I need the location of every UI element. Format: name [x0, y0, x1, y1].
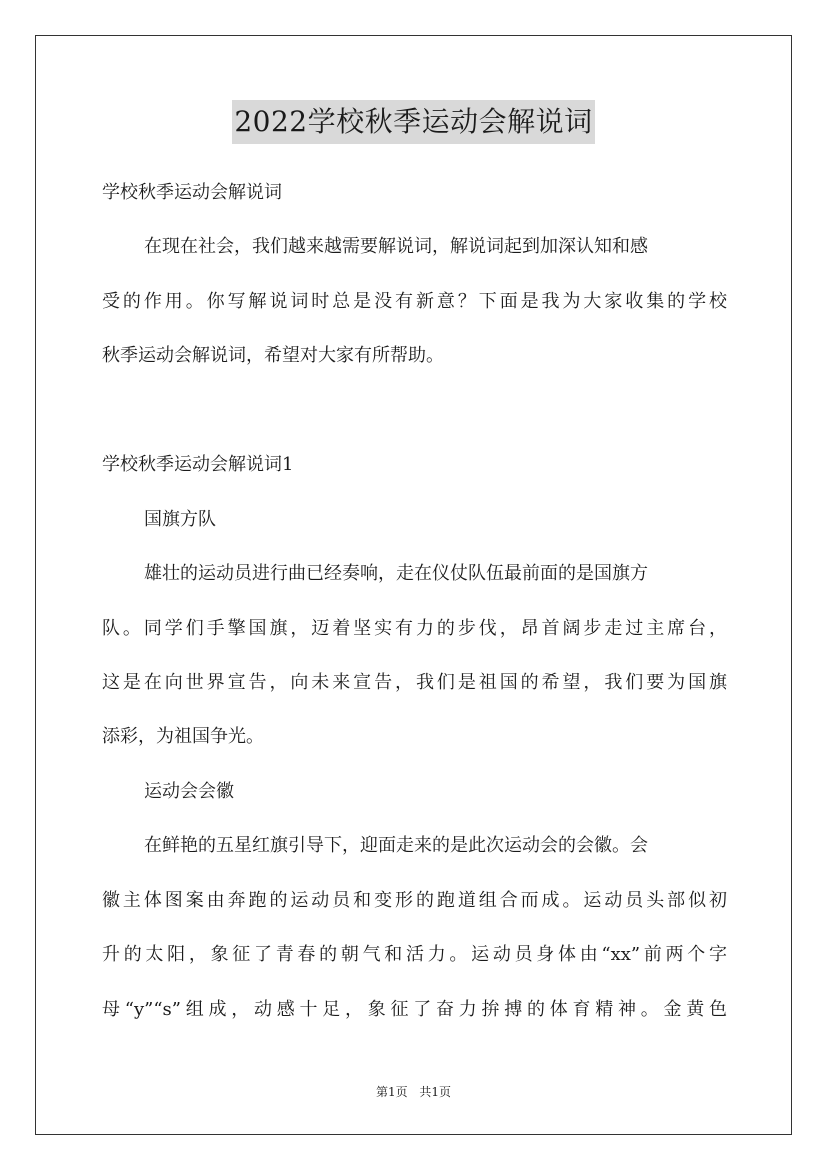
title-container [0, 100, 827, 144]
emblem-line-1: 在鲜艳的五星红旗引导下，迎面走来的是此次运动会的会徽。会 [144, 835, 648, 856]
intro-line-3: 秋季运动会解说词，希望对大家有所帮助。 [102, 345, 444, 366]
intro-line-2: 受的作用。你写解说词时总是没有新意？下面是我为大家收集的学校 [102, 291, 727, 312]
intro-line-1: 在现在社会，我们越来越需要解说词，解说词起到加深认知和感 [144, 236, 648, 257]
document-title: 2022学校秋季运动会解说词 [232, 100, 594, 144]
page-total: 共1页 [419, 1085, 452, 1099]
emblem-line-3: 升的太阳，象征了青春的朝气和活力。运动员身体由“xx”前两个字 [102, 944, 727, 965]
subtitle: 学校秋季运动会解说词 [102, 182, 282, 203]
page-footer [0, 1083, 827, 1101]
flag-line-3: 这是在向世界宣告，向未来宣告，我们是祖国的希望，我们要为国旗 [102, 672, 727, 693]
flag-line-2: 队。同学们手擎国旗，迈着坚实有力的步伐，昂首阔步走过主席台， [102, 618, 727, 639]
emblem-line-2: 徽主体图案由奔跑的运动员和变形的跑道组合而成。运动员头部似初 [102, 890, 727, 911]
emblem-line-4: 母“y”“s”组成，动感十足，象征了奋力拚搏的体育精神。金黄色 [102, 999, 727, 1020]
section-heading: 学校秋季运动会解说词1 [102, 454, 294, 475]
emblem-heading: 运动会会徽 [144, 781, 234, 802]
flag-line-1: 雄壮的运动员进行曲已经奏响，走在仪仗队伍最前面的是国旗方 [144, 563, 648, 584]
page-number: 第1页 [375, 1085, 408, 1099]
flag-heading: 国旗方队 [144, 509, 216, 530]
flag-line-4: 添彩，为祖国争光。 [102, 726, 264, 747]
